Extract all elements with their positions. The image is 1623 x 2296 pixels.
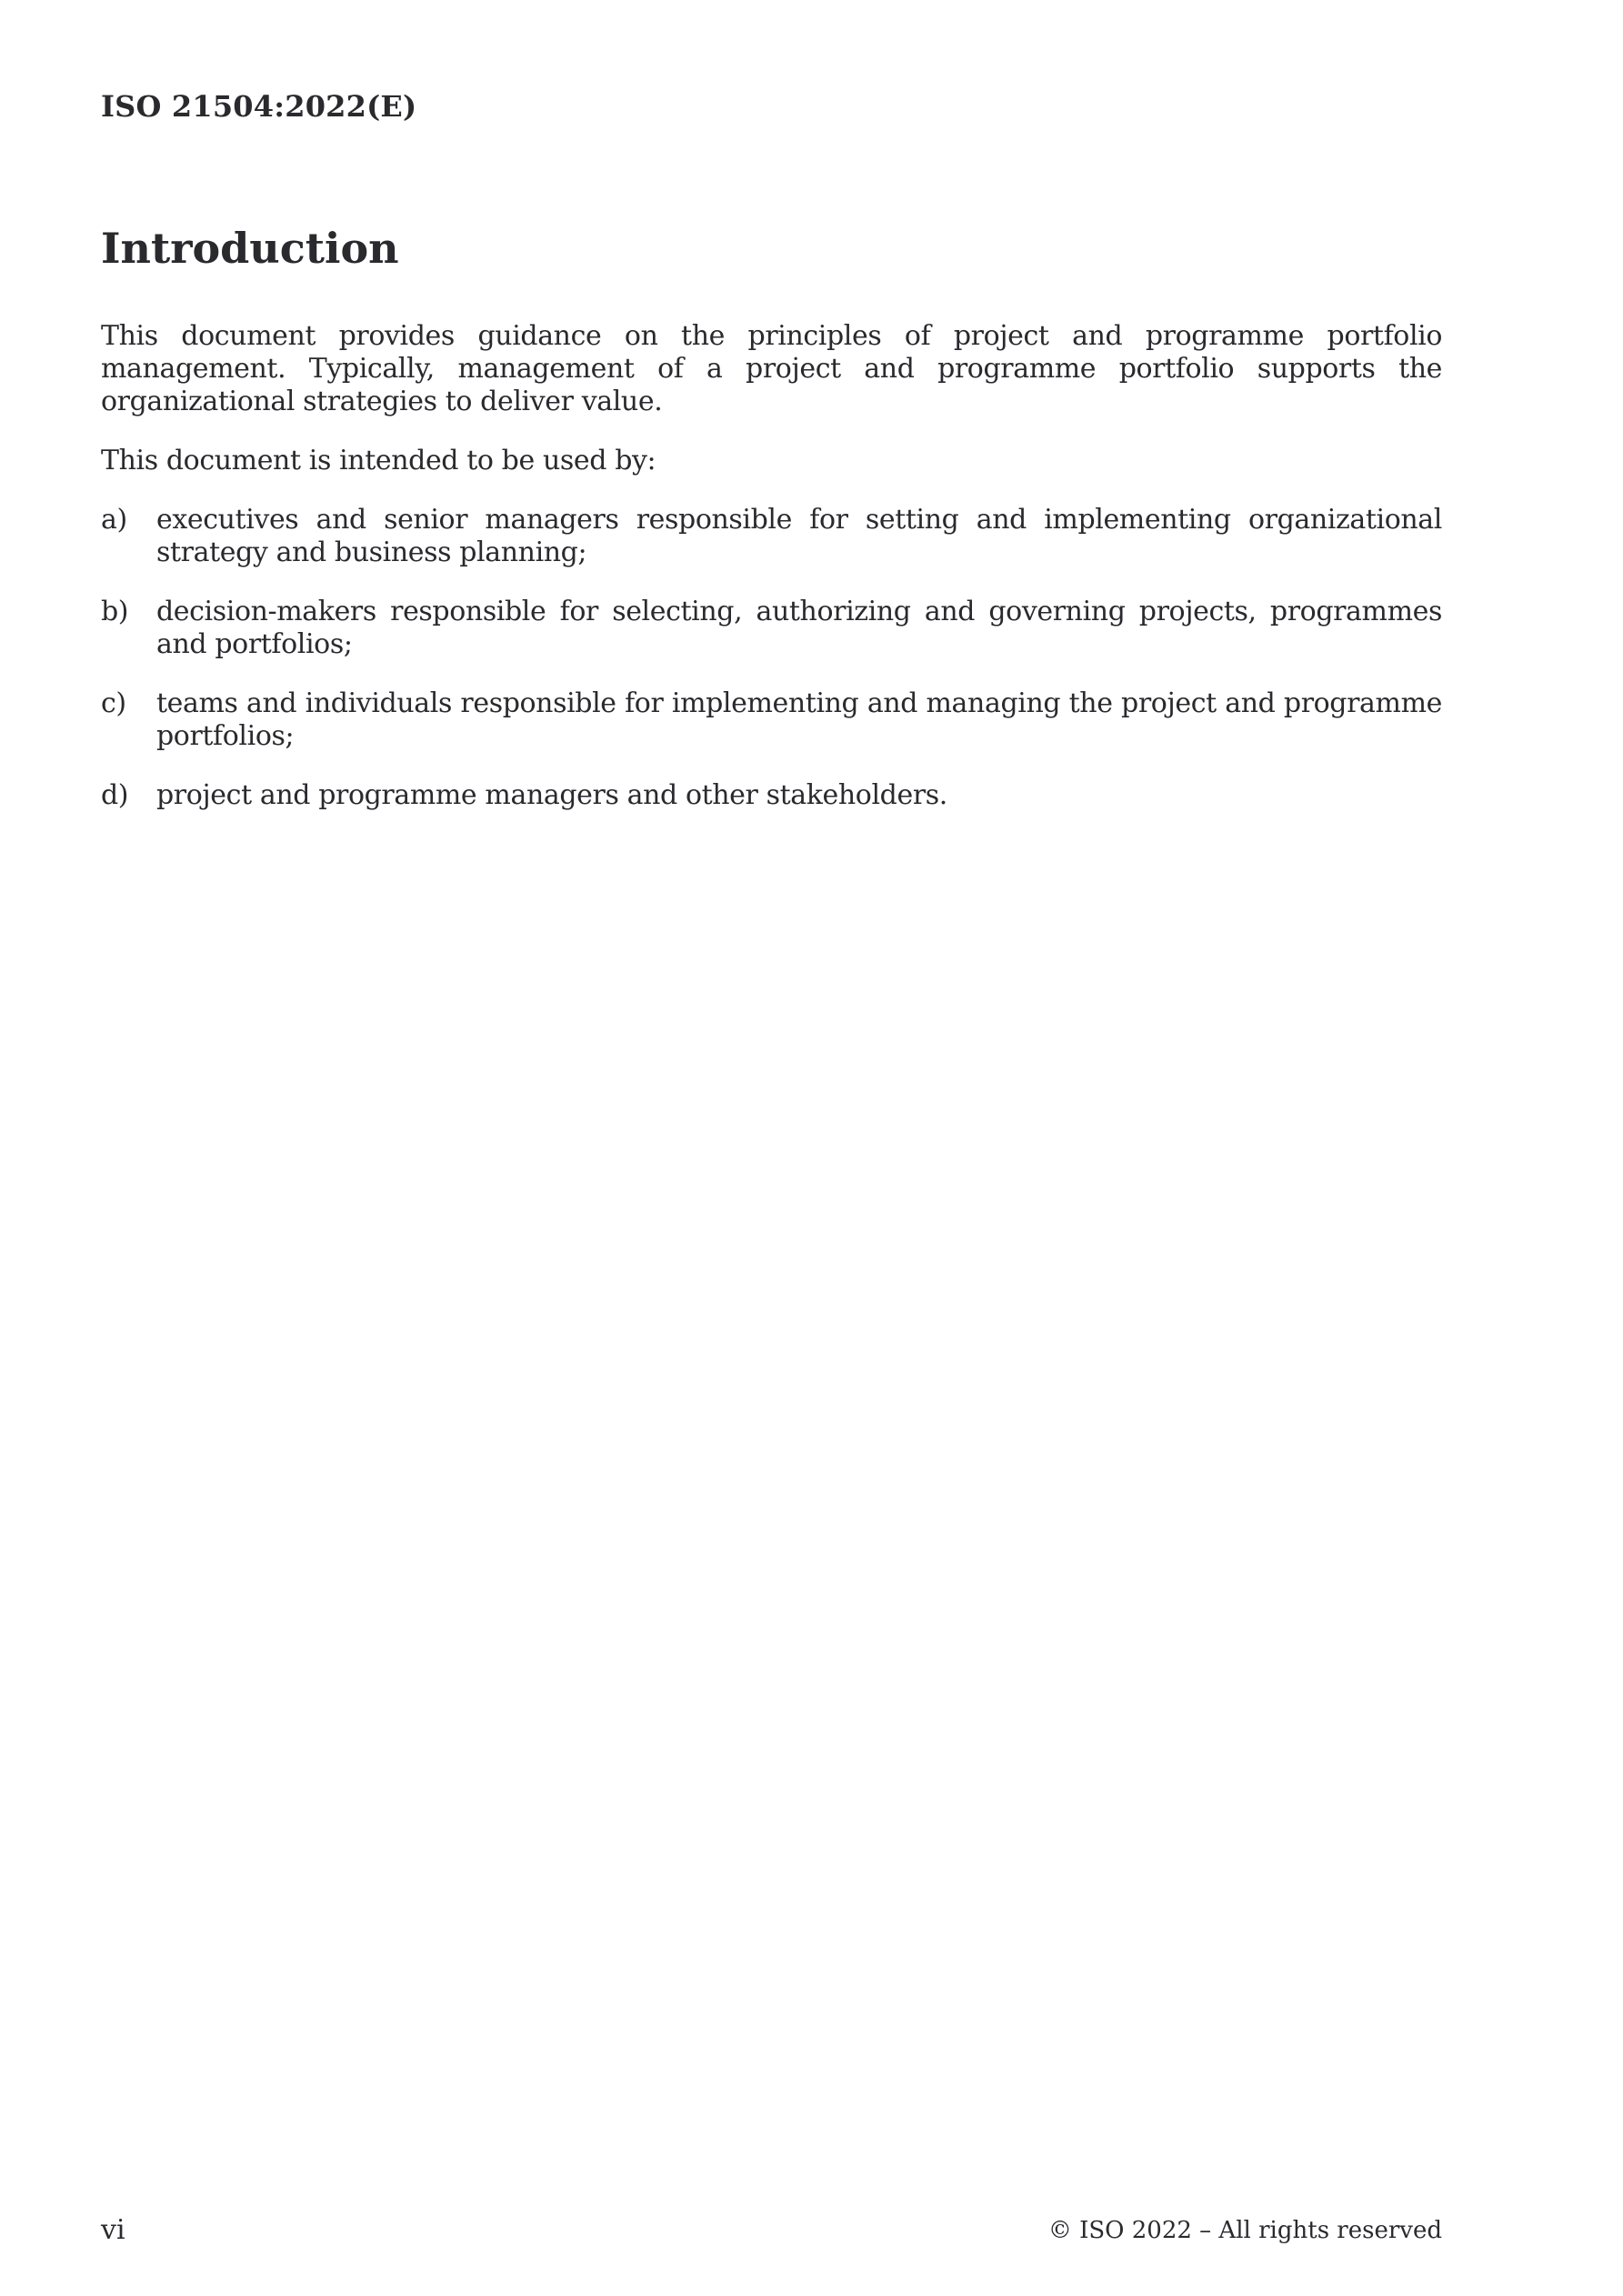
section-title: Introduction	[101, 224, 399, 273]
list-item	[101, 504, 1442, 569]
document-identifier: ISO 21504:2022(E)	[101, 89, 417, 124]
audience-lead-paragraph: This document is intended to be used by:	[101, 445, 656, 476]
list-marker: d)	[101, 779, 129, 811]
intro-paragraph: This document provides guidance on the principles of project and programme portfolio management. Typically, management of a project and programme portfolio supports the organizational strategies to deliver value.	[101, 320, 1442, 417]
copyright-notice: © ISO 2022 – All rights reserved	[1047, 2217, 1442, 2244]
list-item	[101, 779, 1442, 812]
list-item	[101, 596, 1442, 661]
audience-list	[101, 504, 1442, 812]
list-item	[101, 687, 1442, 753]
list-marker: c)	[101, 687, 126, 719]
list-item-text: project and programme managers and other stakeholders.	[156, 779, 947, 811]
list-item-text: decision-makers responsible for selecting, authorizing and governing projects, programmes and portfolios;	[156, 596, 1442, 660]
list-item-text: executives and senior managers responsible for setting and implementing organizational strategy and business planning;	[156, 504, 1442, 568]
page-number: vi	[101, 2214, 125, 2246]
list-item-text: teams and individuals responsible for implementing and managing the project and programme portfolios;	[156, 687, 1442, 752]
list-marker: a)	[101, 504, 127, 536]
list-marker: b)	[101, 596, 129, 627]
introduction-body	[101, 320, 1442, 838]
